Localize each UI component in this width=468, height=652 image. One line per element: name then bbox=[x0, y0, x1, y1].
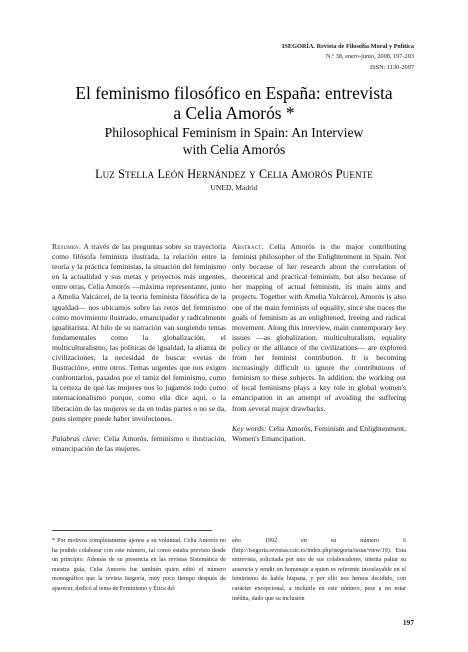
abstract-column bbox=[232, 242, 406, 444]
abstract-paragraph bbox=[232, 242, 406, 414]
english-title-line-1: Philosophical Feminism in Spain: An Interview bbox=[104, 125, 364, 140]
keywords-paragraph bbox=[232, 424, 406, 444]
palabras-clave-text: Celia Amorós, feminismo e ilustración, emancipación de las mujeres. bbox=[52, 433, 226, 453]
authors: Luz Stella León Hernández y Celia Amorós Puente bbox=[95, 167, 373, 181]
footnote-divider bbox=[52, 530, 212, 531]
affiliation: UNED, Madrid bbox=[210, 183, 258, 192]
palabras-clave-label: Palabras clave: bbox=[52, 433, 101, 443]
journal-name: ISEGORÍA. Revista de Filosofía Moral y Política bbox=[281, 43, 414, 50]
palabras-clave-paragraph bbox=[52, 434, 226, 454]
keywords-label: Key words: bbox=[232, 423, 267, 433]
abstract-label: Abstract. bbox=[232, 242, 264, 251]
footnote-left-text: Por motivos completamente ajenos a su voluntad, Celia Amorós no ha podido colaborar con este número, tal como estaba previsto desde un principio. Además de su presencia en las revistas Sistemática de nuestra guía, Celia Amorós fue también quien editó el número monográfico que la revista Isegoría, muy poco tiempo después de aparecer, dedicó al tema de Feminismo y Ética del bbox=[52, 538, 226, 592]
journal-header bbox=[214, 42, 414, 73]
issue-info: N.º 38, enero-junio, 2008, 197-203 bbox=[326, 53, 414, 61]
resumen-text: A través de las preguntas sobre su trayectoria como filósofa feminista ilustrada, la relación entre la teoría y la práctica feministas, la situación del feminismo en la actualidad y sus metas y proyectos más urgentes, entre otras, Celia Amorós —máxima representante, junto a Amelia Valcárcel, de la teoría feminista filosófica de la igualdad— nos ubicamos sobre las retos del feminismo como movimiento ilustrado, emancipador y radicalmente igualitarista. Al hilo de su narración van surgiendo temas fundamentales como la globalización, el multiculturalismo, las políticas de igualdad, la alianza de civilizaciones, la necesidad de buscar «vetas de Ilustración», entre otros. Temas urgentes que nos exigen confrontarlos, pasados por el tamiz del feminismo, como la certeza de que las mujeres nos lo jugamos todo como internacionalismo porque, como ella dice aquí, o la liberación de las mujeres se da en todas partes o no se da, pues siempre puede haber involuciones. bbox=[52, 242, 226, 423]
resumen-paragraph bbox=[52, 242, 226, 424]
spanish-title bbox=[40, 84, 428, 123]
footnote-marker: * bbox=[52, 538, 56, 544]
footnote-left bbox=[52, 537, 226, 595]
issn: ISSN: 1130-2097 bbox=[369, 63, 414, 71]
footnote-right: año 1992 en su número 6 (http://isegoria.revistas.csic.es/index.php/isegoria/issue/view/19). Esta entrevista, solicitada por uno de sus colaboradores, intenta paliar su ausencia y rendir un homenaje a quien es referente insoslayable en el feminismo de habla hispana, y por ello nos hemos decidido, con carácter excepcional, a incluirla en este número, pese a no estar inédita, dado que su inclusión bbox=[232, 538, 406, 602]
resumen-column bbox=[52, 242, 226, 454]
keywords-text: Celia Amorós, Feminism and Enlightenment, Women's Emancipation. bbox=[232, 423, 406, 443]
spanish-title-line-2: a Celia Amorós * bbox=[173, 102, 295, 123]
english-title bbox=[40, 125, 428, 158]
spanish-title-line-1: El feminismo filosófico en España: entrevista bbox=[75, 83, 393, 103]
resumen-label: Resumen. bbox=[52, 242, 82, 251]
english-title-line-2: with Celia Amorós bbox=[182, 141, 286, 157]
page-number: 197 bbox=[402, 618, 414, 627]
abstract-text: Celia Amorós is the major contributing feminist philosopher of the Enlightenment in Spain. Not only because of her research about the correlation of theoretical and practical feminism, but also because of her mapping of actual feminism, its main aims and projects. Together with Amelia Valcárcel, Amorós is also one of the main feminists of equality, since she traces the goals of feminism as an enlightened, freeing and radical movement. Along this interview, main contemporary key issues —as globalization, multiculturalism, equality policy or the alliance of the civilizations— are explored from her feminist contribution. It is becoming increasingly difficult to ignore the contributions of feminism to these subjects. In addition, the working out of local feminisms plays a key role in global women's emancipation in an attempt of avoiding the suffering from several major drawbacks. bbox=[232, 242, 407, 413]
